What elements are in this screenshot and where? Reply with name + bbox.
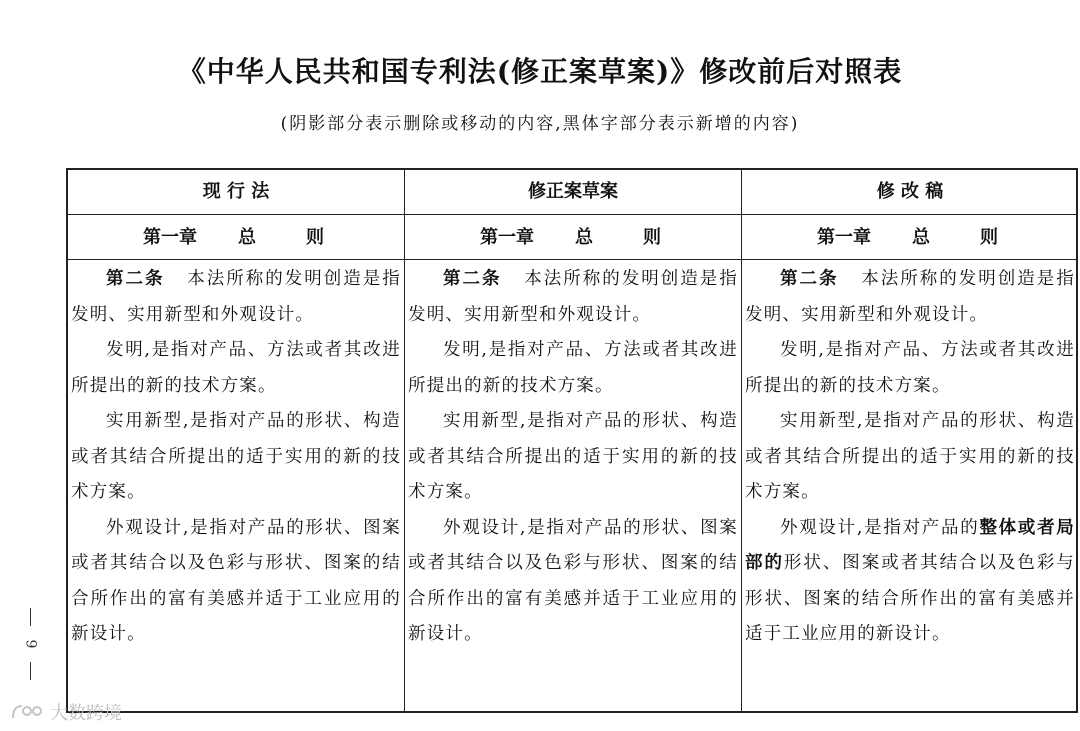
article-paragraph: 外观设计,是指对产品的形状、图案或者其结合以及色彩与形状、图案的结合所作出的富有美感并适于工业应用的新设计。 [71,517,401,644]
page-dash [30,608,31,626]
chapter-heading-current-law [68,216,404,259]
article-paragraph: 发明,是指对产品、方法或者其改进所提出的新的技术方案。 [71,340,401,396]
row-divider [68,214,1076,215]
paragraph-text: 形状、图案或者其结合以及色彩与形状、图案的结合所作出的富有美感并适于工业应用的新设计。 [745,553,1076,644]
article-label: 第二条 [780,269,839,289]
added-text: 整体或者局部的 [745,517,1075,573]
current-law-text [71,262,401,653]
article-paragraph: 实用新型,是指对产品的形状、构造或者其结合所提出的适于实用的新的技术方案。 [408,411,738,502]
chapter-title-part: 则 [643,227,661,248]
page-number-marker [22,608,38,680]
article-label: 第二条 [443,269,502,289]
chapter-number: 第一章 [480,227,534,248]
chapter-title-part: 则 [980,227,998,248]
paragraph-text: 本法所称的发明创造是指发明、实用新型和外观设计。 [408,269,739,325]
article-paragraph: 发明,是指对产品、方法或者其改进所提出的新的技术方案。 [745,340,1075,396]
article-paragraph [745,262,1075,333]
row-divider [68,259,1076,260]
chapter-number: 第一章 [817,227,871,248]
page-dash [30,662,31,680]
paragraph-text: 本法所称的发明创造是指发明、实用新型和外观设计。 [745,269,1076,325]
article-paragraph: 发明,是指对产品、方法或者其改进所提出的新的技术方案。 [408,340,738,396]
column-header-current-law: 现 行 法 [202,181,270,202]
watermark [10,699,122,725]
page-number: 9 [21,639,38,649]
revised-draft-text [745,262,1075,653]
article-paragraph: 实用新型,是指对产品的形状、构造或者其结合所提出的适于实用的新的技术方案。 [71,411,401,502]
paragraph-text: 外观设计,是指对产品的 [780,517,980,538]
watermark-text: 大数跨境 [50,703,122,724]
chapter-title-part: 则 [306,227,324,248]
chapter-number: 第一章 [143,227,197,248]
page-subtitle: (阴影部分表示删除或移动的内容,黑体字部分表示新增的内容) [280,114,800,134]
logo-icon [10,702,46,722]
chapter-heading-draft-amendment [405,216,741,259]
chapter-title-part: 总 [912,227,930,248]
column-header-draft-amendment: 修正案草案 [528,181,618,202]
comparison-table [66,168,1078,713]
paragraph-text: 本法所称的发明创造是指发明、实用新型和外观设计。 [71,269,402,325]
page-title: 《中华人民共和国专利法(修正案草案)》修改前后对照表 [177,55,903,88]
chapter-heading-revised-draft [742,216,1078,259]
article-paragraph: 外观设计,是指对产品的形状、图案或者其结合以及色彩与形状、图案的结合所作出的富有美感并适于工业应用的新设计。 [408,517,738,644]
chapter-title-part: 总 [575,227,593,248]
article-paragraph [745,511,1075,653]
draft-amendment-text [408,262,738,653]
article-label: 第二条 [106,269,165,289]
article-paragraph [71,262,401,333]
article-paragraph: 实用新型,是指对产品的形状、构造或者其结合所提出的适于实用的新的技术方案。 [745,411,1075,502]
column-header-revised-draft: 修 改 稿 [876,181,944,202]
article-paragraph [408,262,738,333]
chapter-title-part: 总 [238,227,256,248]
